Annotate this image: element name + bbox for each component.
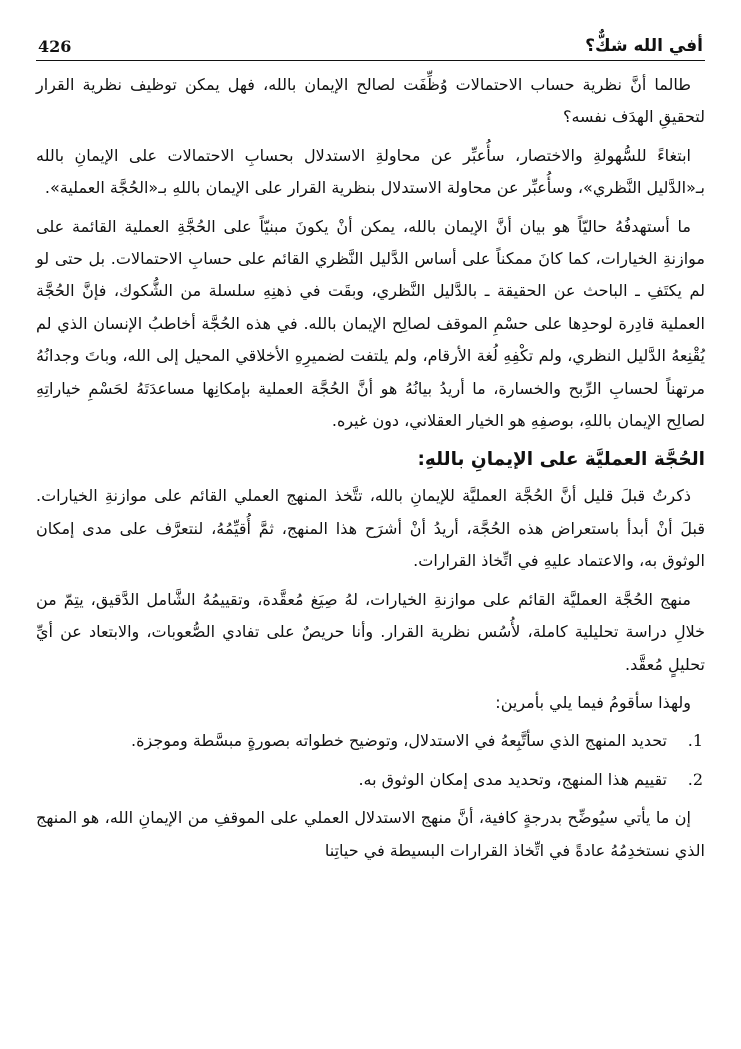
list-item-2	[36, 764, 705, 796]
running-title: أفي الله شكٌّ؟	[585, 36, 703, 56]
running-header	[36, 26, 705, 61]
list-item-text: تقييم هذا المنهج، وتحديد مدى إمكان الوثوق به.	[358, 769, 667, 789]
list-item-number: 2.	[687, 769, 703, 789]
paragraph-1: طالما أنَّ نظرية حساب الاحتمالات وُظِّفَت لصالح الإيمان بالله، فهل يمكن توظيف نظرية القرار لتحقيقِ الهدَف نفسه؟	[36, 75, 705, 127]
page-number: 426	[38, 37, 72, 56]
paragraph-5: منهج الحُجَّة العمليَّة القائم على موازنةِ الخيارات، لهُ صِيَغ مُعقَّدة، وتقييمُهُ الشَّامل الدَّقيق، يتِمّ من خلالِ دراسة تحليلية كاملة، لأُسُس نظرية القرار. وأنا حريصٌ على تفادي الصُّعوبات، والابتعاد عن أيِّ تحليلٍ مُعقَّد.	[36, 589, 705, 674]
paragraph-2: ابتغاءً للسُّهولةِ والاختصار، سأُعبِّر عن محاولةِ الاستدلال بحسابِ الاحتمالات على الإيمانِ بالله بـ«الدَّليل النَّظري»، وسأُعبِّر عن محاولة الاستدلال بنظرية القرار على الإيمان باللهِ بـ«الحُجَّة العملية».	[36, 145, 705, 198]
list-item-text: تحديد المنهج الذي سأتَّبِعهُ في الاستدلال، وتوضيح خطواته بصورةٍ مبسَّطة وموجزة.	[131, 731, 667, 751]
list-item-1	[36, 725, 705, 757]
paragraph-4: ذكرتُ قبلَ قليل أنَّ الحُجَّة العمليَّة للإيمانِ بالله، تتَّخذ المنهج العملي القائم على موازنةِ الخيارات. قبلَ أنْ أبدأ باستعراض هذه الحُجَّة، أريدُ أنْ أشرَح هذا المنهج، ثمَّ أُقيِّمُهُ، لنتعرَّف على مدى إمكان الوثوق به، والاعتماد عليهِ في اتِّخاذ القرارات.	[36, 486, 705, 571]
paragraph-3: ما أستهدفُهُ حاليّاً هو بيان أنَّ الإيمان بالله، يمكن أنْ يكونَ مبنيّاً على الحُجَّةِ العملية القائمة على موازنةِ الخيارات، كما كانَ ممكناً على أساس الدَّليل النَّظري القائم على حسابِ الاحتمالات. بل حتى لو لم يكتَفِ ـ الباحث عن الحقيقة ـ بالدَّليل النَّظري، وبقَت في ذهنِهِ سلسلة من الشُّكوك، فإنَّ الحُجَّة العملية قادِرة لوحدِها على حسْمِ الموقف لصالِح الإيمان بالله. في هذه الحُجَّة أخاطبُ الإنسان الذي لم يُقْنِعهُ الدَّليل النظري، ولم تكْفِهِ لُغة الأرقام، ولم يلتفت لضميرِهِ الأخلاقي المحيل إلى الله، وباتَ وجدانُهُ مرتهناً لحسابِ الرِّبح والخسارة، ما أريدُ بيانُهُ هو أنَّ الحُجَّة العملية بإمكانِها مساعدَتَهُ لحَسْمِ خياراتِهِ لصالِح الإيمان باللهِ، بوصفِهِ هو الخيار العقلاني، دون غيره.	[36, 216, 705, 431]
paragraph-7: إن ما يأتي سيُوضِّح بدرجةٍ كافية، أنَّ منهج الاستدلال العملي على الموقفِ من الإيمانِ الله، هو المنهج الذي نستخدِمُهُ عادةً في اتِّخاذ القرارات البسيطة في حياتِنا	[36, 808, 705, 860]
section-heading: الحُجَّة العمليَّة على الإيمانِ باللهِ:	[417, 449, 705, 471]
paragraph-6: ولهذا سأقومُ فيما يلي بأمرين:	[495, 692, 691, 712]
page-body	[36, 61, 705, 867]
list-item-number: 1.	[687, 731, 703, 751]
